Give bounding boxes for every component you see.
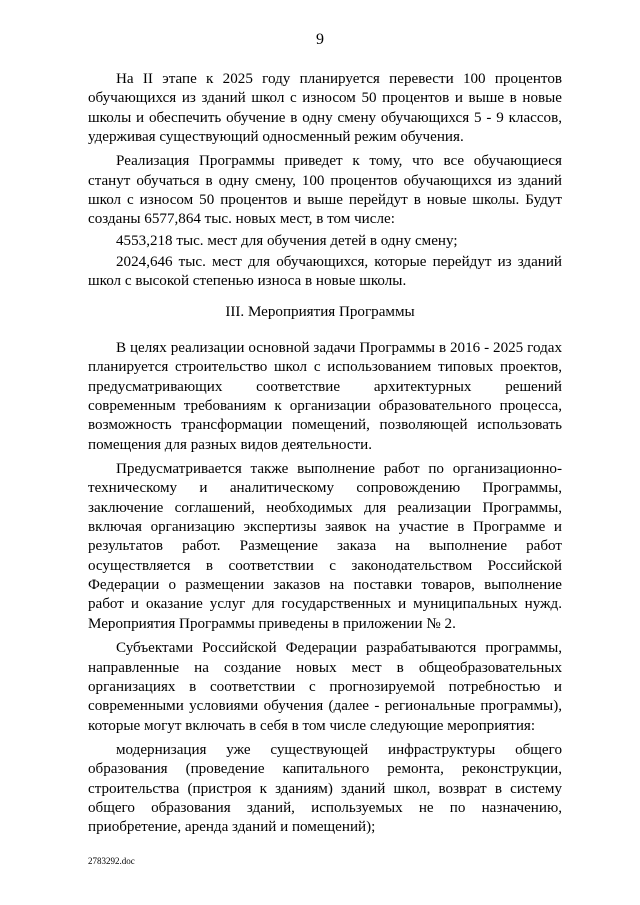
paragraph-construction-goal: В целях реализации основной задачи Программы в 2016 - 2025 годах планируется строительство школ с использованием типовых проектов, предусматривающих соответствие архитектурных решений современным требованиям к организации образовательного процесса, возможность трансформации помещений, позволяющей использовать помещения для разных видов деятельности. xyxy=(88,340,562,453)
paragraph-single-shift-places: 4553,218 тыс. мест для обучения детей в одну смену; xyxy=(116,232,458,249)
stage-two-text xyxy=(88,70,562,292)
document-filename: 2783292.doc xyxy=(88,856,135,866)
paragraph-program-result: Реализация Программы приведет к тому, что все обучающиеся станут обучаться в одну смену, 100 процентов обучающихся из зданий школ с износом 50 процентов и выше перейдут в новые школы. Будут созданы 6577,864 тыс. новых мест, в том числе: xyxy=(88,153,562,228)
program-measures-text xyxy=(88,339,562,838)
paragraph-support-works: Предусматривается также выполнение работ по организационно-техническому и аналитическому сопровождению Программы, заключение соглашений, необходимых для реализации Программы, включая организацию экспертизы заявок на участие в Программе и результатов работ. Размещение заказа на выполнение работ осуществляется в соответствии с законодательством Российской Федерации о размещении заказов на поставки товаров, выполнение работ и оказание услуг для государственных и муниципальных нужд. Мероприятия Программы приведены в приложении № 2. xyxy=(88,461,562,632)
paragraph-stage-two-plan: На II этапе к 2025 году планируется перевести 100 процентов обучающихся из зданий школ с износом 50 процентов и выше в новые школы и обеспечить обучение в одну смену обучающихся 5 - 9 классов, удерживая существующий односменный режим обучения. xyxy=(88,71,562,146)
paragraph-worn-school-places: 2024,646 тыс. мест для обучающихся, которые перейдут из зданий школ с высокой степенью износа в новые школы. xyxy=(88,254,562,290)
section-heading: III. Мероприятия Программы xyxy=(225,304,415,320)
paragraph-infrastructure-modernization: модернизация уже существующей инфраструктуры общего образования (проведение капитального ремонта, реконструкции, строительства (пристроя к зданиям) зданий школ, возврат в систему общего образования зданий, используемых не по назначению, приобретение, аренда зданий и помещений); xyxy=(88,741,562,836)
paragraph-regional-programs: Субъектами Российской Федерации разрабатываются программы, направленные на создание новых мест в общеобразовательных организациях в соответствии с прогнозируемой потребностью и современными условиями обучения (далее - региональные программы), которые могут включать в себя в том числе следующие мероприятия: xyxy=(88,640,562,734)
page-number: 9 xyxy=(316,31,324,48)
